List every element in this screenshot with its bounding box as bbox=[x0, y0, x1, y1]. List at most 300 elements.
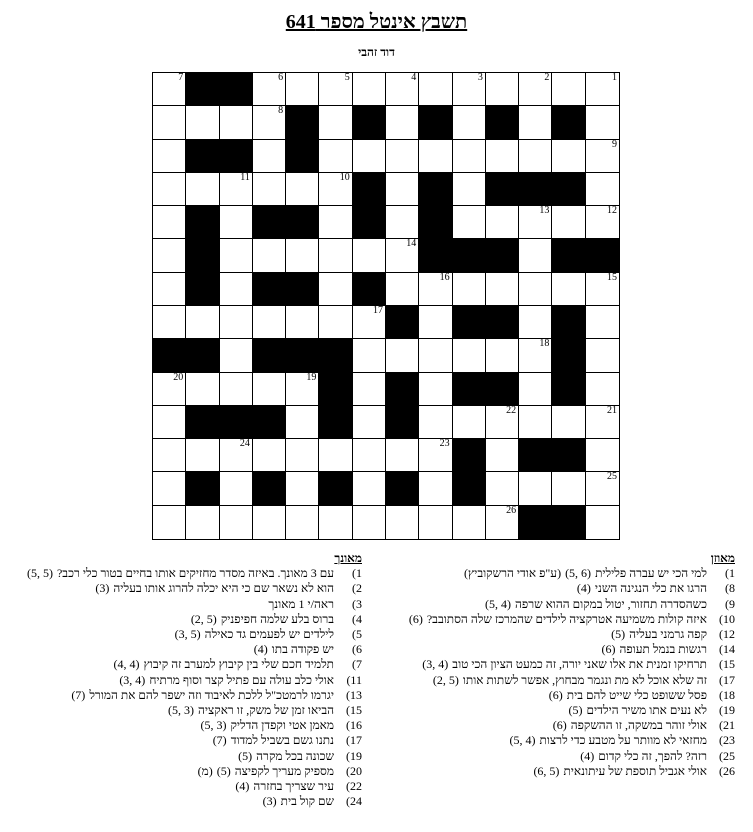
grid-cell[interactable] bbox=[386, 439, 419, 472]
grid-cell[interactable] bbox=[153, 206, 186, 239]
down-clue-4 bbox=[27, 612, 362, 627]
grid-cell-black bbox=[186, 273, 219, 306]
grid-cell[interactable] bbox=[153, 406, 186, 439]
grid-cell[interactable] bbox=[552, 406, 585, 439]
clue-number: (26 bbox=[719, 763, 735, 778]
grid-cell[interactable] bbox=[186, 173, 219, 206]
grid-cell[interactable] bbox=[586, 373, 619, 406]
down-clue-1 bbox=[27, 566, 362, 581]
grid-cell[interactable] bbox=[586, 472, 619, 505]
clue-number: (2 bbox=[352, 581, 362, 596]
grid-cell[interactable] bbox=[220, 339, 253, 372]
grid-cell[interactable] bbox=[186, 106, 219, 139]
grid-cell[interactable] bbox=[453, 140, 486, 173]
grid-cell[interactable] bbox=[419, 439, 452, 472]
grid-cell-black bbox=[319, 472, 352, 505]
grid-cell[interactable] bbox=[253, 506, 286, 539]
grid-cell[interactable] bbox=[419, 506, 452, 539]
grid-cell[interactable] bbox=[486, 472, 519, 505]
grid-cell[interactable] bbox=[419, 273, 452, 306]
grid-cell[interactable] bbox=[486, 339, 519, 372]
across-clue-26 bbox=[409, 764, 735, 779]
down-clue-5 bbox=[27, 627, 362, 642]
grid-cell[interactable] bbox=[353, 406, 386, 439]
across-clue-10 bbox=[409, 612, 735, 627]
grid-cell[interactable] bbox=[220, 472, 253, 505]
grid-cell[interactable] bbox=[386, 140, 419, 173]
down-header: מאונך bbox=[334, 551, 362, 565]
down-clue-19 bbox=[27, 749, 362, 764]
clue-number: (4 bbox=[352, 611, 362, 626]
cell-number: 23 bbox=[439, 438, 450, 450]
grid-cell[interactable] bbox=[253, 239, 286, 272]
grid-cell[interactable] bbox=[486, 439, 519, 472]
cell-number: 7 bbox=[178, 72, 184, 83]
grid-cell[interactable] bbox=[386, 206, 419, 239]
grid-cell-black bbox=[453, 306, 486, 339]
grid-cell[interactable] bbox=[486, 273, 519, 306]
grid-cell[interactable] bbox=[453, 106, 486, 139]
grid-cell[interactable] bbox=[153, 273, 186, 306]
grid-cell[interactable] bbox=[453, 339, 486, 372]
clue-number: (21 bbox=[719, 718, 735, 733]
grid-cell[interactable] bbox=[220, 506, 253, 539]
grid-cell[interactable] bbox=[419, 73, 452, 106]
down-clue-20 bbox=[27, 764, 362, 779]
grid-cell[interactable] bbox=[319, 73, 352, 106]
cell-number: 22 bbox=[506, 404, 517, 416]
grid-cell[interactable] bbox=[586, 306, 619, 339]
grid-cell-black bbox=[286, 140, 319, 173]
grid-cell[interactable] bbox=[153, 472, 186, 505]
clue-lengths: (5) bbox=[238, 748, 253, 763]
grid-cell[interactable] bbox=[586, 406, 619, 439]
grid-cell-black bbox=[453, 373, 486, 406]
grid-cell[interactable] bbox=[220, 106, 253, 139]
grid-cell-black bbox=[552, 173, 585, 206]
down-clue-11 bbox=[27, 673, 362, 688]
clue-lengths: (3) bbox=[262, 794, 277, 809]
cell-number: 1 bbox=[611, 72, 617, 83]
clue-number: (12 bbox=[719, 627, 735, 642]
grid-cell[interactable] bbox=[353, 239, 386, 272]
grid-cell-black bbox=[453, 472, 486, 505]
grid-cell[interactable] bbox=[586, 106, 619, 139]
clue-number: (18 bbox=[719, 687, 735, 702]
clue-number: (15 bbox=[346, 703, 362, 718]
grid-cell-black bbox=[453, 239, 486, 272]
grid-cell[interactable] bbox=[586, 140, 619, 173]
across-clue-19 bbox=[409, 703, 735, 718]
grid-cell[interactable] bbox=[519, 239, 552, 272]
grid-cell[interactable] bbox=[386, 73, 419, 106]
grid-cell[interactable] bbox=[519, 339, 552, 372]
grid-cell-black bbox=[253, 273, 286, 306]
grid-cell-black bbox=[253, 406, 286, 439]
grid-cell-black bbox=[552, 373, 585, 406]
grid-cell[interactable] bbox=[319, 106, 352, 139]
grid-cell-black bbox=[519, 439, 552, 472]
grid-cell-black bbox=[186, 206, 219, 239]
grid-cell-black bbox=[286, 273, 319, 306]
clue-text: ברוס בלע שלמה חפיפניק bbox=[220, 611, 334, 626]
cell-number: 26 bbox=[506, 504, 517, 516]
grid-cell-black bbox=[386, 406, 419, 439]
grid-cell[interactable] bbox=[419, 472, 452, 505]
grid-cell[interactable] bbox=[486, 406, 519, 439]
grid-cell[interactable] bbox=[586, 273, 619, 306]
grid-cell[interactable] bbox=[319, 506, 352, 539]
grid-cell[interactable] bbox=[519, 373, 552, 406]
grid-cell-black bbox=[353, 206, 386, 239]
grid-cell-black bbox=[353, 273, 386, 306]
clue-lengths: (2, 5) bbox=[432, 672, 459, 687]
clue-text: רגשות בנמל תעופה bbox=[619, 642, 707, 657]
grid-cell-black bbox=[286, 106, 319, 139]
clue-lengths: (6) bbox=[548, 687, 563, 702]
grid-cell[interactable] bbox=[286, 506, 319, 539]
across-header: מאוזן bbox=[710, 551, 735, 565]
across-clue-1 bbox=[409, 566, 735, 581]
grid-cell[interactable] bbox=[519, 406, 552, 439]
grid-cell-black bbox=[486, 373, 519, 406]
grid-cell[interactable] bbox=[286, 173, 319, 206]
grid-cell[interactable] bbox=[586, 439, 619, 472]
grid-cell[interactable] bbox=[220, 373, 253, 406]
grid-cell[interactable] bbox=[220, 439, 253, 472]
crossword-grid bbox=[152, 72, 620, 540]
grid-cell[interactable] bbox=[286, 239, 319, 272]
grid-cell-black bbox=[253, 206, 286, 239]
grid-cell[interactable] bbox=[253, 373, 286, 406]
grid-cell[interactable] bbox=[552, 472, 585, 505]
grid-cell[interactable] bbox=[552, 273, 585, 306]
grid-cell[interactable] bbox=[386, 106, 419, 139]
grid-cell[interactable] bbox=[586, 173, 619, 206]
page-title: תשבץ אינטל מספר 641 bbox=[285, 11, 468, 33]
clue-lengths: (5, 3) bbox=[200, 718, 227, 733]
grid-cell[interactable] bbox=[153, 106, 186, 139]
clue-number: (19 bbox=[719, 703, 735, 718]
grid-cell[interactable] bbox=[453, 206, 486, 239]
grid-cell[interactable] bbox=[186, 306, 219, 339]
grid-cell[interactable] bbox=[220, 306, 253, 339]
grid-cell[interactable] bbox=[286, 439, 319, 472]
across-clue-25 bbox=[409, 749, 735, 764]
grid-cell[interactable] bbox=[353, 339, 386, 372]
cell-number: 19 bbox=[306, 371, 317, 383]
clue-number: (1 bbox=[352, 566, 362, 581]
grid-cell-black bbox=[220, 140, 253, 173]
grid-cell[interactable] bbox=[319, 173, 352, 206]
grid-cell-black bbox=[186, 239, 219, 272]
clue-extra-note: (ע"פ אודי הרשקוביץ) bbox=[463, 566, 562, 581]
down-clue-2 bbox=[27, 581, 362, 596]
clue-text: פסל ששופט כלי שייט להם בית bbox=[566, 687, 707, 702]
grid-cell[interactable] bbox=[586, 73, 619, 106]
grid-cell-black bbox=[486, 239, 519, 272]
grid-cell[interactable] bbox=[253, 106, 286, 139]
clue-lengths: (5, 6) bbox=[565, 566, 592, 581]
down-clues-column bbox=[27, 551, 362, 809]
grid-cell[interactable] bbox=[419, 140, 452, 173]
grid-cell[interactable] bbox=[319, 306, 352, 339]
grid-cell[interactable] bbox=[486, 73, 519, 106]
grid-cell[interactable] bbox=[353, 306, 386, 339]
grid-cell[interactable] bbox=[220, 173, 253, 206]
clue-number: (25 bbox=[719, 748, 735, 763]
clue-text: תרחיקו זמנית את אלו שאני יורה, זה כמעט הציון הכי טוב bbox=[452, 657, 707, 672]
clue-text: מחזאי לא מוותר על מטבע כדי לרצות bbox=[539, 733, 707, 748]
grid-cell[interactable] bbox=[253, 140, 286, 173]
cell-number: 13 bbox=[539, 205, 550, 217]
cell-number: 9 bbox=[611, 138, 617, 150]
grid-cell[interactable] bbox=[319, 140, 352, 173]
grid-cell-black bbox=[453, 439, 486, 472]
grid-cell[interactable] bbox=[386, 339, 419, 372]
clue-lengths: (3, 4) bbox=[119, 672, 146, 687]
grid-cell[interactable] bbox=[386, 273, 419, 306]
grid-cell[interactable] bbox=[519, 206, 552, 239]
grid-cell-black bbox=[353, 106, 386, 139]
clue-text: לא נעים אתו משיר הילדים bbox=[586, 703, 707, 718]
grid-cell[interactable] bbox=[153, 173, 186, 206]
grid-cell[interactable] bbox=[253, 306, 286, 339]
clue-lengths: (4) bbox=[580, 748, 595, 763]
clue-lengths: (4) bbox=[576, 581, 591, 596]
grid-cell[interactable] bbox=[353, 140, 386, 173]
grid-cell[interactable] bbox=[253, 73, 286, 106]
down-clue-16 bbox=[27, 718, 362, 733]
grid-cell[interactable] bbox=[153, 306, 186, 339]
clue-lengths: (6) bbox=[552, 718, 567, 733]
clue-extra-note: (מ) bbox=[197, 763, 213, 778]
grid-cell-black bbox=[353, 173, 386, 206]
grid-cell[interactable] bbox=[153, 506, 186, 539]
grid-cell[interactable] bbox=[153, 140, 186, 173]
down-clue-22 bbox=[27, 779, 362, 794]
grid-cell[interactable] bbox=[552, 206, 585, 239]
across-clue-17 bbox=[409, 673, 735, 688]
grid-cell[interactable] bbox=[319, 439, 352, 472]
grid-cell[interactable] bbox=[153, 73, 186, 106]
grid-cell[interactable] bbox=[220, 239, 253, 272]
grid-cell[interactable] bbox=[453, 73, 486, 106]
down-clue-15 bbox=[27, 703, 362, 718]
clue-lengths: (5, 3) bbox=[167, 703, 194, 718]
clue-text: עם 3 מאונך. באיזה מסדר מחזיקים אותו בחיים בטור כלי רכב? bbox=[56, 566, 334, 581]
grid-cell-black bbox=[519, 173, 552, 206]
grid-cell-black bbox=[186, 73, 219, 106]
grid-cell[interactable] bbox=[253, 439, 286, 472]
grid-cell[interactable] bbox=[453, 506, 486, 539]
clue-number: (10 bbox=[719, 611, 735, 626]
grid-cell[interactable] bbox=[286, 306, 319, 339]
grid-cell[interactable] bbox=[319, 239, 352, 272]
grid-cell-black bbox=[552, 306, 585, 339]
clue-lengths: (5) bbox=[568, 703, 583, 718]
clue-text: יש פקודה בתו bbox=[271, 642, 334, 657]
cell-number: 10 bbox=[339, 171, 350, 183]
grid-cell[interactable] bbox=[153, 239, 186, 272]
clue-number: (15 bbox=[719, 657, 735, 672]
clue-number: (22 bbox=[346, 779, 362, 794]
across-clue-15 bbox=[409, 657, 735, 672]
clue-text: ראה/י 1 מאונך bbox=[268, 596, 334, 611]
down-clue-17 bbox=[27, 733, 362, 748]
grid-cell[interactable] bbox=[453, 406, 486, 439]
clue-text: לילדים יש לפעמים גד כאילה bbox=[204, 627, 334, 642]
grid-cell[interactable] bbox=[552, 73, 585, 106]
cell-number: 4 bbox=[411, 72, 417, 83]
grid-cell[interactable] bbox=[220, 206, 253, 239]
grid-cell[interactable] bbox=[186, 439, 219, 472]
clue-number: (7 bbox=[352, 657, 362, 672]
grid-cell[interactable] bbox=[353, 373, 386, 406]
cell-number: 5 bbox=[344, 72, 350, 83]
cell-number: 25 bbox=[606, 471, 617, 483]
grid-cell[interactable] bbox=[519, 472, 552, 505]
clue-number: (6 bbox=[352, 642, 362, 657]
across-clue-23 bbox=[409, 733, 735, 748]
grid-cell-black bbox=[486, 306, 519, 339]
grid-cell[interactable] bbox=[586, 206, 619, 239]
grid-cell-black bbox=[586, 239, 619, 272]
grid-cell-black bbox=[253, 472, 286, 505]
grid-cell[interactable] bbox=[419, 339, 452, 372]
clue-number: (16 bbox=[346, 718, 362, 733]
clue-lengths: (7) bbox=[71, 687, 86, 702]
clue-number: (5 bbox=[352, 627, 362, 642]
grid-cell[interactable] bbox=[353, 472, 386, 505]
grid-cell[interactable] bbox=[153, 439, 186, 472]
grid-cell-black bbox=[552, 339, 585, 372]
grid-cell[interactable] bbox=[552, 140, 585, 173]
grid-cell[interactable] bbox=[586, 506, 619, 539]
across-clue-8 bbox=[409, 581, 735, 596]
grid-cell-black bbox=[319, 406, 352, 439]
clue-text: איזה קולות משמיעה אטרקציה לילדים שהמרכז שלה הסתובב? bbox=[426, 611, 707, 626]
grid-cell-black bbox=[419, 239, 452, 272]
grid-cell[interactable] bbox=[353, 73, 386, 106]
grid-cell[interactable] bbox=[519, 106, 552, 139]
grid-cell[interactable] bbox=[419, 373, 452, 406]
clue-text: כשהסדרה תחזור, יטול במקום ההוא שרפה bbox=[515, 596, 707, 611]
clue-text: אולי אגביל תוספת של עיתונאית bbox=[563, 763, 707, 778]
clue-text: יגרמו לרמטכ"ל ללכת לאיבוד וזה ישפר להם את המורל bbox=[89, 687, 334, 702]
cell-number: 17 bbox=[372, 304, 383, 316]
grid-cell[interactable] bbox=[319, 206, 352, 239]
grid-cell[interactable] bbox=[519, 140, 552, 173]
grid-cell[interactable] bbox=[253, 173, 286, 206]
grid-cell-black bbox=[220, 73, 253, 106]
clue-text: הוא לא נשאר שם כי היא יכלה להרוג אותו בעליה bbox=[113, 581, 334, 596]
grid-cell-black bbox=[253, 339, 286, 372]
clue-lengths: (7) bbox=[212, 733, 227, 748]
clue-number: (17 bbox=[719, 672, 735, 687]
clue-number: (24 bbox=[346, 794, 362, 809]
clue-number: (9 bbox=[725, 596, 735, 611]
cell-number: 24 bbox=[239, 438, 250, 450]
clue-lengths: (3) bbox=[95, 581, 110, 596]
grid-cell[interactable] bbox=[353, 439, 386, 472]
grid-cell-black bbox=[286, 339, 319, 372]
grid-cell-black bbox=[386, 306, 419, 339]
grid-cell-black bbox=[186, 339, 219, 372]
clue-text: אולי כלב עולה עם פתיל קצר וסוף מרתיח bbox=[149, 672, 334, 687]
clue-lengths: (5, 4) bbox=[485, 596, 511, 611]
grid-cell[interactable] bbox=[353, 506, 386, 539]
grid-cell[interactable] bbox=[486, 206, 519, 239]
grid-cell[interactable] bbox=[386, 173, 419, 206]
grid-cell[interactable] bbox=[419, 406, 452, 439]
clue-lengths: (2, 5) bbox=[190, 611, 217, 626]
down-clue-7 bbox=[27, 657, 362, 672]
grid-cell-black bbox=[220, 406, 253, 439]
grid-cell[interactable] bbox=[386, 239, 419, 272]
clue-number: (17 bbox=[346, 733, 362, 748]
grid-cell[interactable] bbox=[419, 306, 452, 339]
grid-cell[interactable] bbox=[186, 506, 219, 539]
clue-lengths: (5) bbox=[216, 763, 231, 778]
grid-cell[interactable] bbox=[519, 273, 552, 306]
grid-cell[interactable] bbox=[519, 73, 552, 106]
cell-number: 20 bbox=[173, 371, 184, 383]
clue-text: מספיק מעריך לקפיצה bbox=[234, 763, 334, 778]
grid-cell[interactable] bbox=[519, 306, 552, 339]
grid-cell[interactable] bbox=[453, 173, 486, 206]
clue-number: (13 bbox=[346, 687, 362, 702]
grid-cell[interactable] bbox=[586, 339, 619, 372]
grid-cell[interactable] bbox=[220, 273, 253, 306]
clue-text: קפה גרמני בעליה bbox=[629, 627, 707, 642]
grid-cell[interactable] bbox=[153, 373, 186, 406]
grid-cell[interactable] bbox=[453, 273, 486, 306]
grid-cell-black bbox=[419, 106, 452, 139]
grid-cell[interactable] bbox=[186, 373, 219, 406]
grid-cell[interactable] bbox=[286, 472, 319, 505]
grid-cell[interactable] bbox=[386, 506, 419, 539]
grid-cell-black bbox=[286, 206, 319, 239]
clue-lengths: (6, 5) bbox=[533, 763, 560, 778]
clue-lengths: (4, 4) bbox=[113, 657, 140, 672]
grid-cell[interactable] bbox=[286, 373, 319, 406]
across-clue-18 bbox=[409, 688, 735, 703]
clue-text: רזה? להפך, זה כלי קדום bbox=[598, 748, 707, 763]
clue-number: (14 bbox=[719, 642, 735, 657]
clue-text: זה שלא אוכל לא מת ונגמר מבחוץ, אפשר לשתות אותו bbox=[462, 672, 707, 687]
down-clue-3 bbox=[27, 597, 362, 612]
clue-number: (11 bbox=[346, 672, 362, 687]
grid-cell[interactable] bbox=[286, 406, 319, 439]
grid-cell[interactable] bbox=[319, 273, 352, 306]
grid-cell[interactable] bbox=[286, 73, 319, 106]
clue-lengths: (5) bbox=[611, 627, 626, 642]
clue-lengths: (3, 5) bbox=[174, 627, 201, 642]
clue-number: (1 bbox=[725, 566, 735, 581]
cell-number: 15 bbox=[606, 271, 617, 283]
grid-cell[interactable] bbox=[486, 140, 519, 173]
clue-text: למי הכי יש עברה פלילית bbox=[595, 566, 707, 581]
clue-lengths: (4) bbox=[253, 642, 268, 657]
grid-cell-black bbox=[552, 439, 585, 472]
grid-cell-black bbox=[419, 206, 452, 239]
grid-cell[interactable] bbox=[486, 506, 519, 539]
clue-number: (8 bbox=[725, 581, 735, 596]
grid-cell-black bbox=[552, 506, 585, 539]
clue-text: מאמן אטי וקפדן הדליק bbox=[230, 718, 334, 733]
clue-lengths: (6) bbox=[601, 642, 616, 657]
